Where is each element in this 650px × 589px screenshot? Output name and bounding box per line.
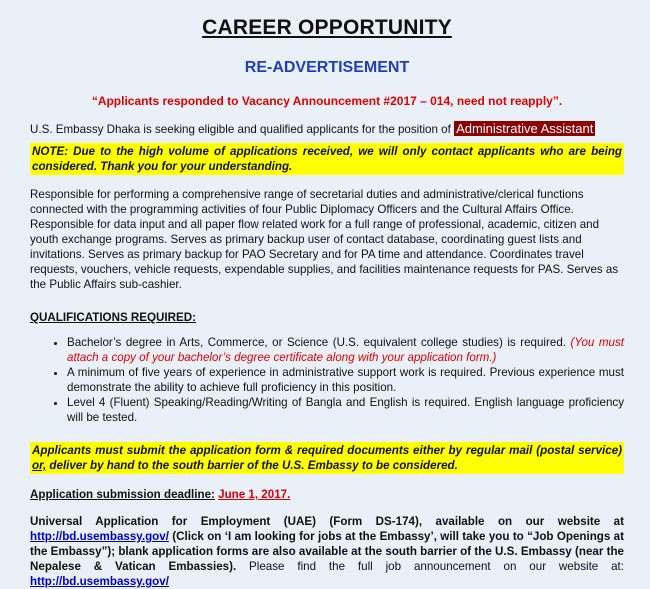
uae-text-1: Universal Application for Employment (UAE) (Form DS-174), available on our website at xyxy=(30,515,624,528)
list-item xyxy=(67,365,624,395)
qualifications-heading: QUALIFICATIONS REQUIRED: xyxy=(30,311,196,324)
qualifications-list xyxy=(30,335,624,425)
uae-text-3: Please find the full job announcement on our website at: xyxy=(236,560,624,573)
page-subtitle: RE-ADVERTISEMENT xyxy=(244,59,410,76)
website-link[interactable]: http://bd.usembassy.gov/ xyxy=(30,530,169,543)
deadline-label: Application submission deadline: xyxy=(30,488,215,501)
reapply-note: “Applicants responded to Vacancy Announcement #2017 – 014, need not reapply”. xyxy=(91,94,563,108)
submission-paragraph xyxy=(30,442,624,474)
qualification-text: Level 4 (Fluent) Speaking/Reading/Writing of Bangla and English is required. English language proficiency will be tested. xyxy=(67,396,624,424)
position-title: Administrative Assistant xyxy=(456,121,594,136)
uae-text-2: (Click on ‘I am looking for jobs at the Embassy’, will take you to “Job Openings at the Embassy”); blank application forms are also available at the south barrier of the U.S. Embassy (near the Nepalese & Vatican Embassies). xyxy=(30,530,624,573)
qualification-note: (You must attach a copy of your bachelor’s degree certificate along with your application form.) xyxy=(67,336,624,364)
qualification-text: Bachelor’s degree in Arts, Commerce, or Science (U.S. equivalent college studies) is required. xyxy=(67,336,571,349)
list-item xyxy=(67,335,624,365)
qualification-text: A minimum of five years of experience in administrative support work is required. Previous experience must demonstrate the ability to achieve full proficiency in this position. xyxy=(67,366,624,394)
note-paragraph: NOTE: Due to the high volume of applications received, we will only contact applicants who are being considered. Thank you for your understanding. xyxy=(32,145,622,173)
list-item xyxy=(67,395,624,425)
description-paragraph: Responsible for performing a comprehensive range of secretarial duties and administrative/clerical functions connected with the programming activities of four Public Diplomacy Officers and the Cultural Affairs Office. Responsible for data input and all paper flow related work for a full range of professional, academic, citizen and youth exchange programs. Serves as primary backup user of contact database, coordinating guest lists and invitations. Serves as primary backup for PAO Secretary and for PA time and attendance. Coordinates travel requests, vouchers, vehicle requests, expendable supplies, and facilities maintenance requests for PAS. Serves as the Public Affairs sub-cashier. xyxy=(30,188,619,291)
announcement-link[interactable]: http://bd.usembassy.gov/ xyxy=(30,575,169,588)
uae-paragraph xyxy=(30,514,624,589)
intro-paragraph xyxy=(30,121,624,137)
submission-or: or, xyxy=(32,459,47,472)
deadline-line xyxy=(30,487,624,502)
deadline-date: June 1, 2017. xyxy=(218,488,291,501)
page-title: CAREER OPPORTUNITY xyxy=(202,16,452,39)
submission-text-1: Applicants must submit the application form & required documents either by regular mail (postal service) xyxy=(32,444,622,457)
submission-text-2: deliver by hand to the south barrier of the U.S. Embassy to be considered. xyxy=(46,459,458,472)
intro-text: U.S. Embassy Dhaka is seeking eligible and qualified applicants for the position of xyxy=(30,123,455,136)
